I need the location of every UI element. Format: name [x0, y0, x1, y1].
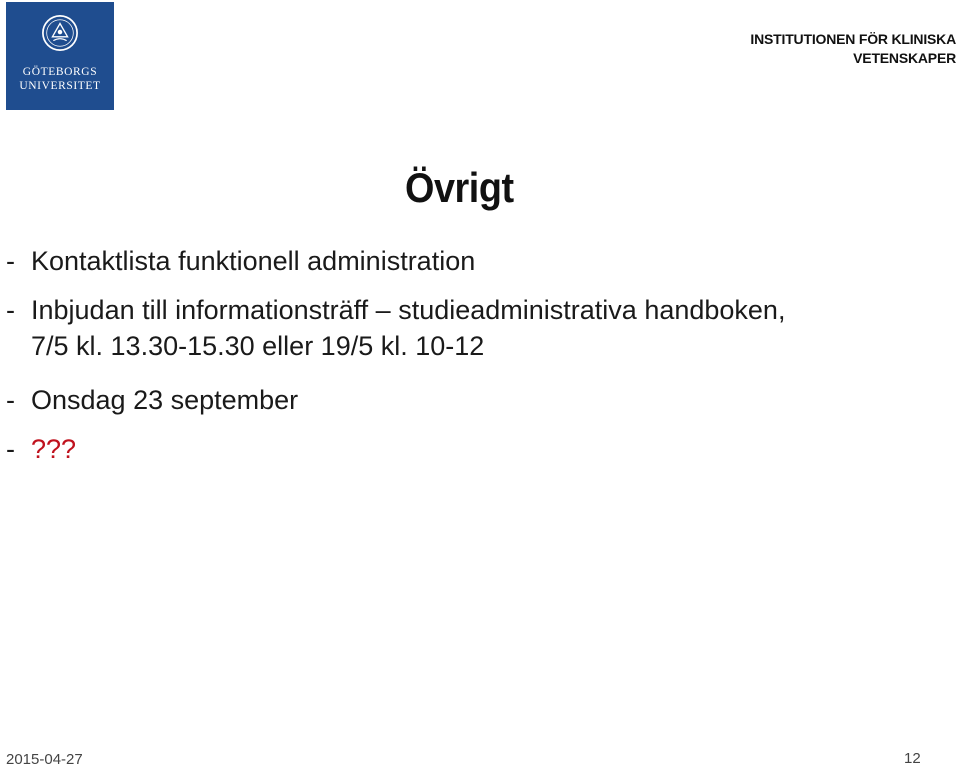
bullet-continuation: 7/5 kl. 13.30-15.30 eller 19/5 kl. 10-12 — [31, 331, 485, 361]
bullet-text: Kontaktlista funktionell administration — [31, 246, 476, 276]
bullet-item — [6, 292, 785, 364]
bullet-item — [6, 431, 76, 467]
footer-date: 2015-04-27 — [6, 751, 83, 768]
university-logo — [6, 2, 114, 110]
institution-line2: VETENSKAPER — [853, 50, 956, 66]
university-seal-icon — [41, 14, 79, 52]
institution-line1: INSTITUTIONEN FÖR KLINISKA — [750, 31, 956, 47]
institution-name — [750, 30, 956, 68]
bullet-dash: - — [6, 385, 15, 415]
bullet-text-highlight: ??? — [31, 434, 77, 464]
bullet-dash: - — [6, 246, 15, 276]
bullet-text: Inbjudan till informationsträff – studieadministrativa handboken, — [31, 295, 786, 325]
logo-text-line1: GÖTEBORGS — [22, 66, 98, 78]
bullet-text: Onsdag 23 september — [31, 385, 299, 415]
slide-title: Övrigt — [405, 164, 514, 211]
bullet-dash: - — [6, 295, 15, 325]
page-number: 12 — [904, 750, 921, 767]
bullet-dash: - — [6, 434, 15, 464]
bullet-item — [6, 243, 475, 279]
bullet-item — [6, 382, 298, 418]
logo-text-line2: UNIVERSITET — [19, 80, 101, 92]
